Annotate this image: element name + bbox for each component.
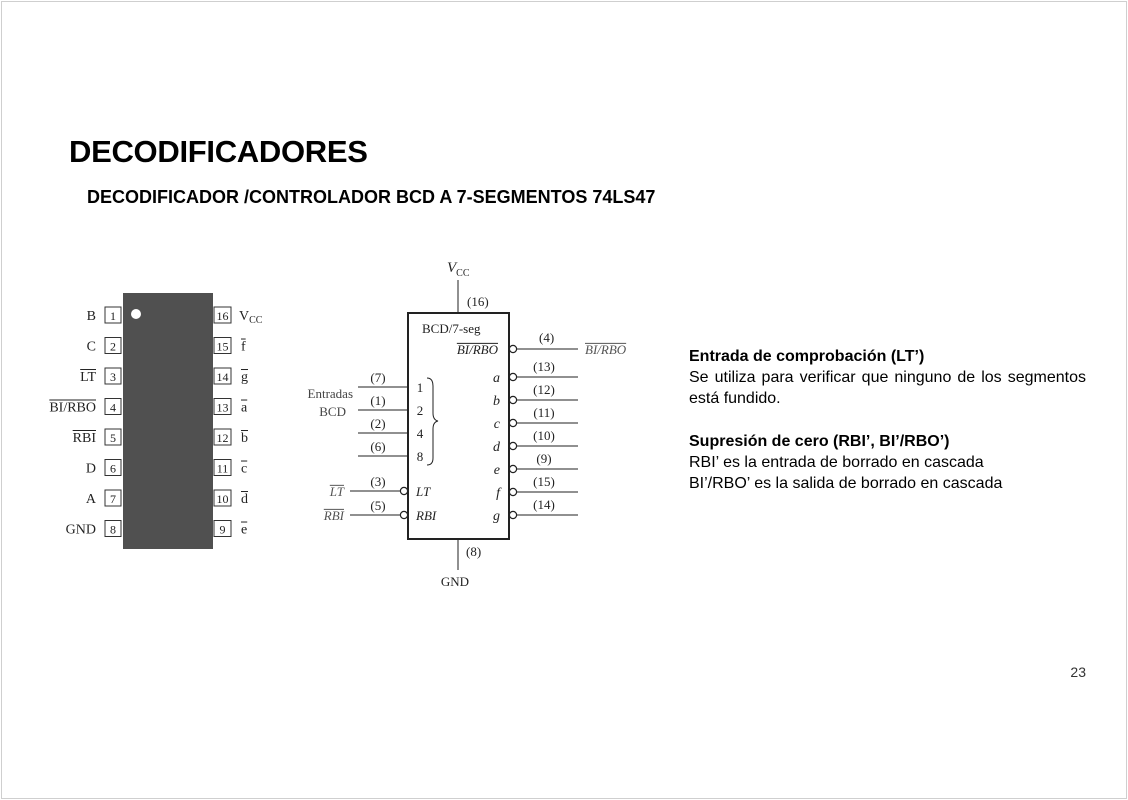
pin-number: 8 — [110, 522, 116, 537]
pin-label: RBI — [72, 431, 96, 446]
segment-output-label: b — [493, 394, 500, 409]
pin-label: LT — [80, 370, 96, 385]
pin-number: 14 — [216, 370, 229, 384]
segment-output-label: e — [493, 463, 500, 478]
pin-number: 4 — [110, 400, 116, 415]
segment-bubble — [509, 396, 516, 403]
segment-output-label: c — [493, 417, 500, 432]
segment-bubble — [509, 511, 516, 518]
rbi-section-line: BI’/RBO’ es la salida de borrado en cascada — [689, 475, 1003, 492]
pin-number: 12 — [216, 431, 229, 445]
pin-1-marker — [131, 309, 141, 319]
ic-package-body — [123, 293, 213, 549]
segment-pin-number: (14) — [533, 497, 555, 512]
bi-rbo-bubble — [509, 345, 516, 352]
gnd-pin-number: (8) — [466, 544, 482, 559]
control-pin-number: (3) — [370, 474, 386, 489]
pin-label: A — [85, 492, 96, 507]
slide-title: DECODIFICADORES — [69, 134, 368, 169]
bcd-input-weight: 4 — [416, 426, 424, 441]
bi-rbo-pin-number: (4) — [539, 330, 555, 345]
segment-pin-number: (12) — [533, 382, 555, 397]
segment-bubble — [509, 488, 516, 495]
bcd-input-weight: 8 — [416, 449, 424, 464]
pin-number: 15 — [216, 339, 229, 354]
rbi-section-line: RBI’ es la entrada de borrado en cascada — [689, 454, 984, 471]
segment-pin-number: (10) — [533, 428, 555, 443]
control-inner-label: LT — [416, 484, 431, 499]
segment-bubble — [509, 419, 516, 426]
inputs-label: Entradas — [307, 386, 353, 401]
segment-pin-number: (11) — [533, 405, 555, 420]
rbi-section-title: Supresión de cero (RBI’, BI’/RBO’) — [689, 433, 950, 450]
pin-number: 1 — [110, 309, 116, 323]
bcd-input-pin-number: (1) — [370, 393, 386, 408]
control-outer-label: RBI — [323, 508, 344, 523]
bcd-input-pin-number: (2) — [370, 416, 386, 431]
lt-section-title: Entrada de comprobación (LT’) — [689, 348, 925, 365]
segment-bubble — [509, 465, 516, 472]
bcd-input-weight: 2 — [416, 403, 424, 418]
pin-number: 7 — [110, 492, 116, 506]
pin-number: 9 — [219, 522, 226, 537]
bi-rbo-outer-label: BI/RBO — [585, 342, 627, 357]
vcc-label-subscript: CC — [456, 268, 470, 279]
pin-label: g — [241, 370, 248, 385]
lt-section-body: Se utiliza para verificar que ninguno de los segmentos está fundido. — [689, 369, 1086, 407]
bi-rbo-inner-label: BI/RBO — [456, 342, 498, 357]
page-number: 23 — [1070, 664, 1086, 680]
pin-label: e — [241, 522, 248, 538]
pin-label: GND — [65, 522, 96, 538]
pin-label: V — [239, 309, 250, 324]
vcc-label: V — [447, 260, 457, 276]
bcd-input-weight: 1 — [416, 380, 424, 395]
inputs-label: BCD — [319, 404, 346, 419]
pin-label: C — [86, 339, 96, 355]
pin-label: d — [241, 492, 248, 507]
segment-output-label: a — [493, 371, 500, 386]
pin-label: D — [85, 461, 96, 477]
block-label: BCD/7-seg — [422, 321, 481, 336]
segment-pin-number: (13) — [533, 359, 555, 374]
pin-label: f — [241, 339, 246, 355]
pin-number: 6 — [110, 461, 116, 476]
bcd-input-pin-number: (7) — [370, 370, 386, 385]
bcd-input-pin-number: (6) — [370, 439, 386, 454]
pin-label-subscript: CC — [249, 315, 263, 326]
control-outer-label: LT — [329, 484, 344, 499]
control-pin-number: (5) — [370, 498, 386, 513]
pin-label: B — [86, 309, 96, 324]
pin-number: 10 — [216, 492, 229, 506]
vcc-pin-number: (16) — [467, 294, 489, 309]
segment-bubble — [509, 373, 516, 380]
pin-label: b — [241, 431, 248, 446]
pin-number: 16 — [216, 309, 229, 323]
segment-output-label: d — [493, 440, 500, 455]
segment-bubble — [509, 442, 516, 449]
pin-label: BI/RBO — [49, 400, 96, 416]
pin-number: 11 — [216, 461, 229, 476]
gnd-label: GND — [440, 574, 470, 589]
pin-label: a — [241, 400, 248, 416]
segment-output-label: f — [496, 486, 500, 501]
pin-number: 2 — [110, 339, 116, 354]
segment-pin-number: (15) — [533, 474, 555, 489]
control-inner-label: RBI — [416, 508, 437, 523]
control-bubble — [400, 487, 407, 494]
segment-output-label: g — [493, 509, 500, 524]
pin-number: 3 — [110, 370, 116, 384]
slide-subtitle: DECODIFICADOR /CONTROLADOR BCD A 7-SEGMENTOS 74LS47 — [87, 187, 656, 207]
control-bubble — [400, 511, 407, 518]
pin-label: c — [241, 461, 248, 477]
pin-number: 13 — [216, 400, 229, 415]
pin-number: 5 — [110, 431, 116, 445]
segment-pin-number: (9) — [536, 451, 552, 466]
